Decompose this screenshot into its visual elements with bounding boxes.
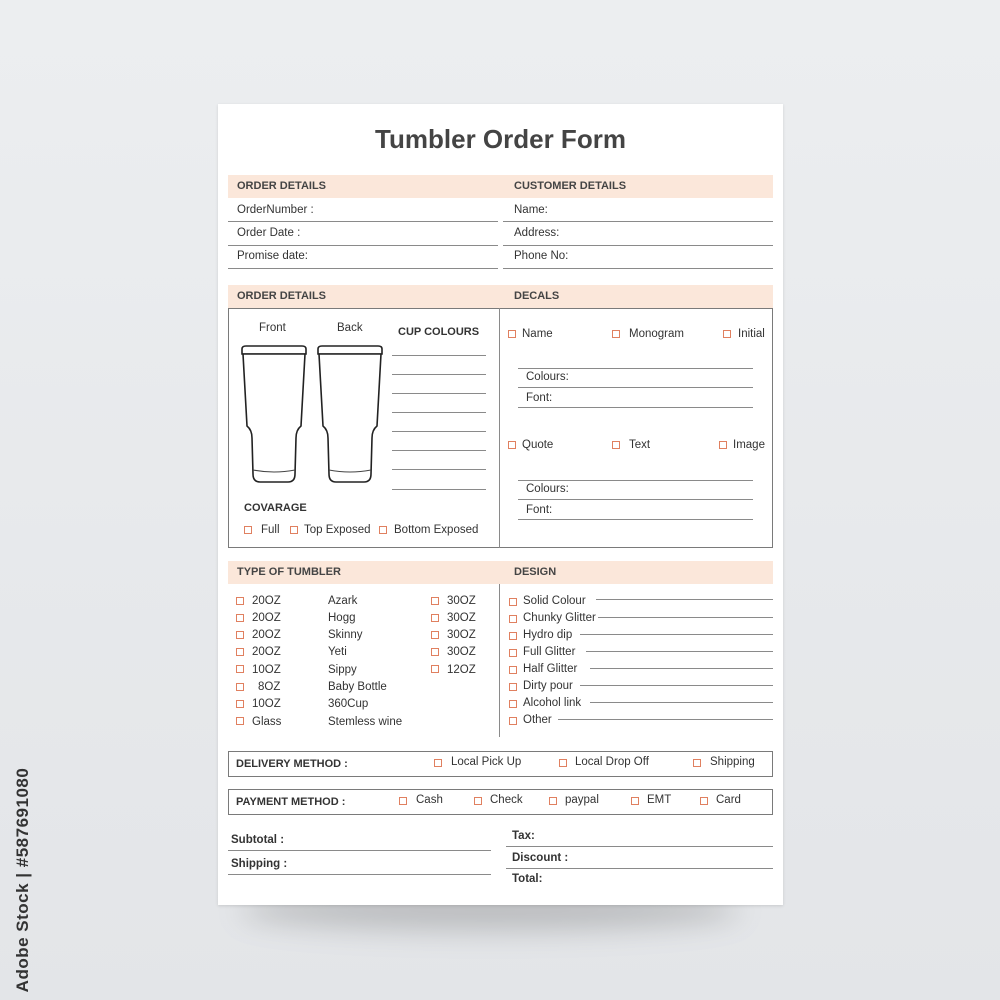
- tumbler-size-checkbox[interactable]: [236, 597, 244, 605]
- cup-colour-line[interactable]: [392, 431, 486, 432]
- customer-address-line[interactable]: [503, 245, 773, 246]
- cup-colour-line[interactable]: [392, 450, 486, 451]
- design-option-checkbox[interactable]: [509, 683, 517, 691]
- payment-cash-checkbox[interactable]: [399, 797, 407, 805]
- tumbler-size-checkbox[interactable]: [236, 665, 244, 673]
- tumbler-brand-label: Sippy: [328, 664, 357, 676]
- design-option-line[interactable]: [596, 599, 773, 600]
- design-option-line[interactable]: [580, 634, 773, 635]
- design-option-checkbox[interactable]: [509, 615, 517, 623]
- cup-colour-line[interactable]: [392, 374, 486, 375]
- design-option-label: Alcohol link: [523, 697, 582, 709]
- payment-card-checkbox[interactable]: [700, 797, 708, 805]
- customer-phone-label: Phone No:: [514, 250, 569, 262]
- tumbler-brand-label: Azark: [328, 595, 358, 607]
- payment-check-checkbox[interactable]: [474, 797, 482, 805]
- delivery-shipping-label: Shipping: [710, 756, 755, 768]
- design-option-checkbox[interactable]: [509, 649, 517, 657]
- order-number-label: OrderNumber :: [237, 204, 314, 216]
- design-header: DESIGN: [514, 566, 557, 578]
- back-tumbler-icon: [314, 344, 386, 486]
- shipping-total-line[interactable]: [228, 874, 491, 875]
- tumbler-30oz-label: 30OZ: [447, 612, 476, 624]
- tumbler-size-checkbox[interactable]: [236, 700, 244, 708]
- tumbler-size-label: 8OZ: [258, 681, 281, 693]
- tumbler-size-checkbox[interactable]: [236, 614, 244, 622]
- payment-card-label: Card: [716, 794, 741, 806]
- tumbler-brand-label: Skinny: [328, 629, 363, 641]
- total-label: Total:: [512, 873, 543, 885]
- cup-colours-label: CUP COLOURS: [398, 326, 480, 338]
- tumbler-30oz-checkbox[interactable]: [431, 614, 439, 622]
- design-option-line[interactable]: [558, 719, 773, 720]
- design-option-line[interactable]: [590, 702, 773, 703]
- delivery-local-dropoff-checkbox[interactable]: [559, 759, 567, 767]
- design-option-line[interactable]: [586, 651, 773, 652]
- design-option-label: Dirty pour: [523, 680, 573, 692]
- tumbler-size-checkbox[interactable]: [236, 631, 244, 639]
- coverage-full-checkbox[interactable]: [244, 526, 252, 534]
- delivery-local-dropoff-label: Local Drop Off: [575, 756, 649, 768]
- promise-date-line[interactable]: [228, 268, 498, 269]
- shipping-total-label: Shipping :: [231, 858, 288, 870]
- tumbler-30oz-checkbox[interactable]: [431, 631, 439, 639]
- decal-row1-colours-line[interactable]: [518, 387, 753, 388]
- decal-row2-colours-label: Colours:: [526, 483, 569, 495]
- decal-text-label: Text: [629, 439, 651, 451]
- tumbler-size-label: 10OZ: [252, 664, 281, 676]
- decal-monogram-checkbox[interactable]: [612, 330, 620, 338]
- design-option-line[interactable]: [590, 668, 773, 669]
- tax-line[interactable]: [506, 846, 773, 847]
- tumbler-size-checkbox[interactable]: [236, 717, 244, 725]
- type-of-tumbler-header: TYPE OF TUMBLER: [237, 566, 341, 578]
- promise-date-label: Promise date:: [237, 250, 308, 262]
- tumbler-size-label: 20OZ: [252, 646, 281, 658]
- design-option-checkbox[interactable]: [509, 700, 517, 708]
- tumbler-30oz-checkbox[interactable]: [431, 597, 439, 605]
- tumbler-size-checkbox[interactable]: [236, 683, 244, 691]
- cup-colour-line[interactable]: [392, 355, 486, 356]
- design-option-line[interactable]: [580, 685, 773, 686]
- coverage-full-label: Full: [261, 524, 280, 536]
- decal-image-checkbox[interactable]: [719, 441, 727, 449]
- decal-name-label: Name: [522, 328, 553, 340]
- design-option-label: Other: [523, 714, 552, 726]
- order-details-header: ORDER DETAILS: [237, 180, 327, 192]
- order-number-line[interactable]: [228, 221, 498, 222]
- decal-row2-font-label: Font:: [526, 504, 553, 516]
- discount-line[interactable]: [506, 868, 773, 869]
- payment-cash-label: Cash: [416, 794, 443, 806]
- customer-details-header: CUSTOMER DETAILS: [514, 180, 627, 192]
- tumbler-size-label: 20OZ: [252, 595, 281, 607]
- decal-quote-label: Quote: [522, 439, 554, 451]
- stock-id-text: Adobe Stock | #587691080: [13, 767, 32, 993]
- tumbler-brand-label: 360Cup: [328, 698, 369, 710]
- tumbler-brand-label: Baby Bottle: [328, 681, 387, 693]
- decal-image-label: Image: [733, 439, 765, 451]
- form-title: Tumbler Order Form: [375, 124, 626, 154]
- decal-row1-top-line: [518, 368, 753, 369]
- tumbler-size-label: 20OZ: [252, 612, 281, 624]
- order-form-sheet: [218, 104, 783, 905]
- cup-colour-line[interactable]: [392, 489, 486, 490]
- delivery-local-pickup-checkbox[interactable]: [434, 759, 442, 767]
- payment-emt-label: EMT: [647, 794, 672, 806]
- design-option-checkbox[interactable]: [509, 666, 517, 674]
- cup-colour-line[interactable]: [392, 469, 486, 470]
- coverage-bottom-exposed-checkbox[interactable]: [379, 526, 387, 534]
- tumbler-size-label: Glass: [252, 716, 282, 728]
- decal-monogram-label: Monogram: [629, 328, 684, 340]
- decal-row1-colours-label: Colours:: [526, 371, 569, 383]
- tumbler-brand-label: Hogg: [328, 612, 356, 624]
- stock-id-label: [8, 760, 38, 1000]
- customer-name-line[interactable]: [503, 221, 773, 222]
- payment-paypal-label: paypal: [565, 794, 599, 806]
- tumbler-30oz-checkbox[interactable]: [431, 648, 439, 656]
- payment-check-label: Check: [490, 794, 523, 806]
- cup-decals-divider: [499, 308, 500, 548]
- tumbler-12oz-checkbox[interactable]: [431, 665, 439, 673]
- design-option-label: Full Glitter: [523, 646, 576, 658]
- back-label: Back: [337, 322, 363, 334]
- decal-name-checkbox[interactable]: [508, 330, 516, 338]
- subtotal-line[interactable]: [228, 850, 491, 851]
- design-option-label: Solid Colour: [523, 595, 586, 607]
- design-option-label: Half Glitter: [523, 663, 578, 675]
- tumbler-brand-label: Stemless wine: [328, 716, 403, 728]
- order-date-line[interactable]: [228, 245, 498, 246]
- tumbler-design-divider: [499, 584, 500, 737]
- decal-row1-font-line[interactable]: [518, 407, 753, 408]
- tumbler-size-checkbox[interactable]: [236, 648, 244, 656]
- coverage-top-exposed-checkbox[interactable]: [290, 526, 298, 534]
- discount-label: Discount :: [512, 852, 569, 864]
- decal-initial-label: Initial: [738, 328, 765, 340]
- tumbler-30oz-label: 30OZ: [447, 595, 476, 607]
- coverage-bottom-exposed-label: Bottom Exposed: [394, 524, 479, 536]
- payment-paypal-checkbox[interactable]: [549, 797, 557, 805]
- customer-address-label: Address:: [514, 227, 560, 239]
- coverage-label: COVARAGE: [244, 502, 307, 514]
- tumbler-12oz-label: 12OZ: [447, 664, 476, 676]
- tumbler-size-label: 20OZ: [252, 629, 281, 641]
- design-option-label: Chunky Glitter: [523, 612, 596, 624]
- order-date-label: Order Date :: [237, 227, 301, 239]
- payment-emt-checkbox[interactable]: [631, 797, 639, 805]
- decal-text-checkbox[interactable]: [612, 441, 620, 449]
- design-option-checkbox[interactable]: [509, 717, 517, 725]
- tax-label: Tax:: [512, 830, 535, 842]
- decal-quote-checkbox[interactable]: [508, 441, 516, 449]
- front-tumbler-icon: [238, 344, 310, 486]
- decal-row1-font-label: Font:: [526, 392, 553, 404]
- decal-initial-checkbox[interactable]: [723, 330, 731, 338]
- customer-phone-line[interactable]: [503, 268, 773, 269]
- coverage-top-exposed-label: Top Exposed: [304, 524, 371, 536]
- cup-colour-line[interactable]: [392, 393, 486, 394]
- tumbler-brand-label: Yeti: [328, 646, 347, 658]
- tumbler-30oz-label: 30OZ: [447, 646, 476, 658]
- customer-name-label: Name:: [514, 204, 548, 216]
- subtotal-label: Subtotal :: [231, 834, 285, 846]
- delivery-local-pickup-label: Local Pick Up: [451, 756, 522, 768]
- delivery-shipping-checkbox[interactable]: [693, 759, 701, 767]
- payment-method-label: PAYMENT METHOD :: [236, 796, 346, 808]
- decal-row2-font-line[interactable]: [518, 519, 753, 520]
- cup-colour-line[interactable]: [392, 412, 486, 413]
- design-option-line[interactable]: [598, 617, 773, 618]
- design-option-checkbox[interactable]: [509, 632, 517, 640]
- design-option-label: Hydro dip: [523, 629, 573, 641]
- decals-header: DECALS: [514, 290, 560, 302]
- decal-row2-top-line: [518, 480, 753, 481]
- tumbler-30oz-label: 30OZ: [447, 629, 476, 641]
- design-option-checkbox[interactable]: [509, 598, 517, 606]
- decal-row2-colours-line[interactable]: [518, 499, 753, 500]
- tumbler-size-label: 10OZ: [252, 698, 281, 710]
- front-label: Front: [259, 322, 286, 334]
- delivery-method-label: DELIVERY METHOD :: [236, 758, 348, 770]
- cup-order-details-header: ORDER DETAILS: [237, 290, 327, 302]
